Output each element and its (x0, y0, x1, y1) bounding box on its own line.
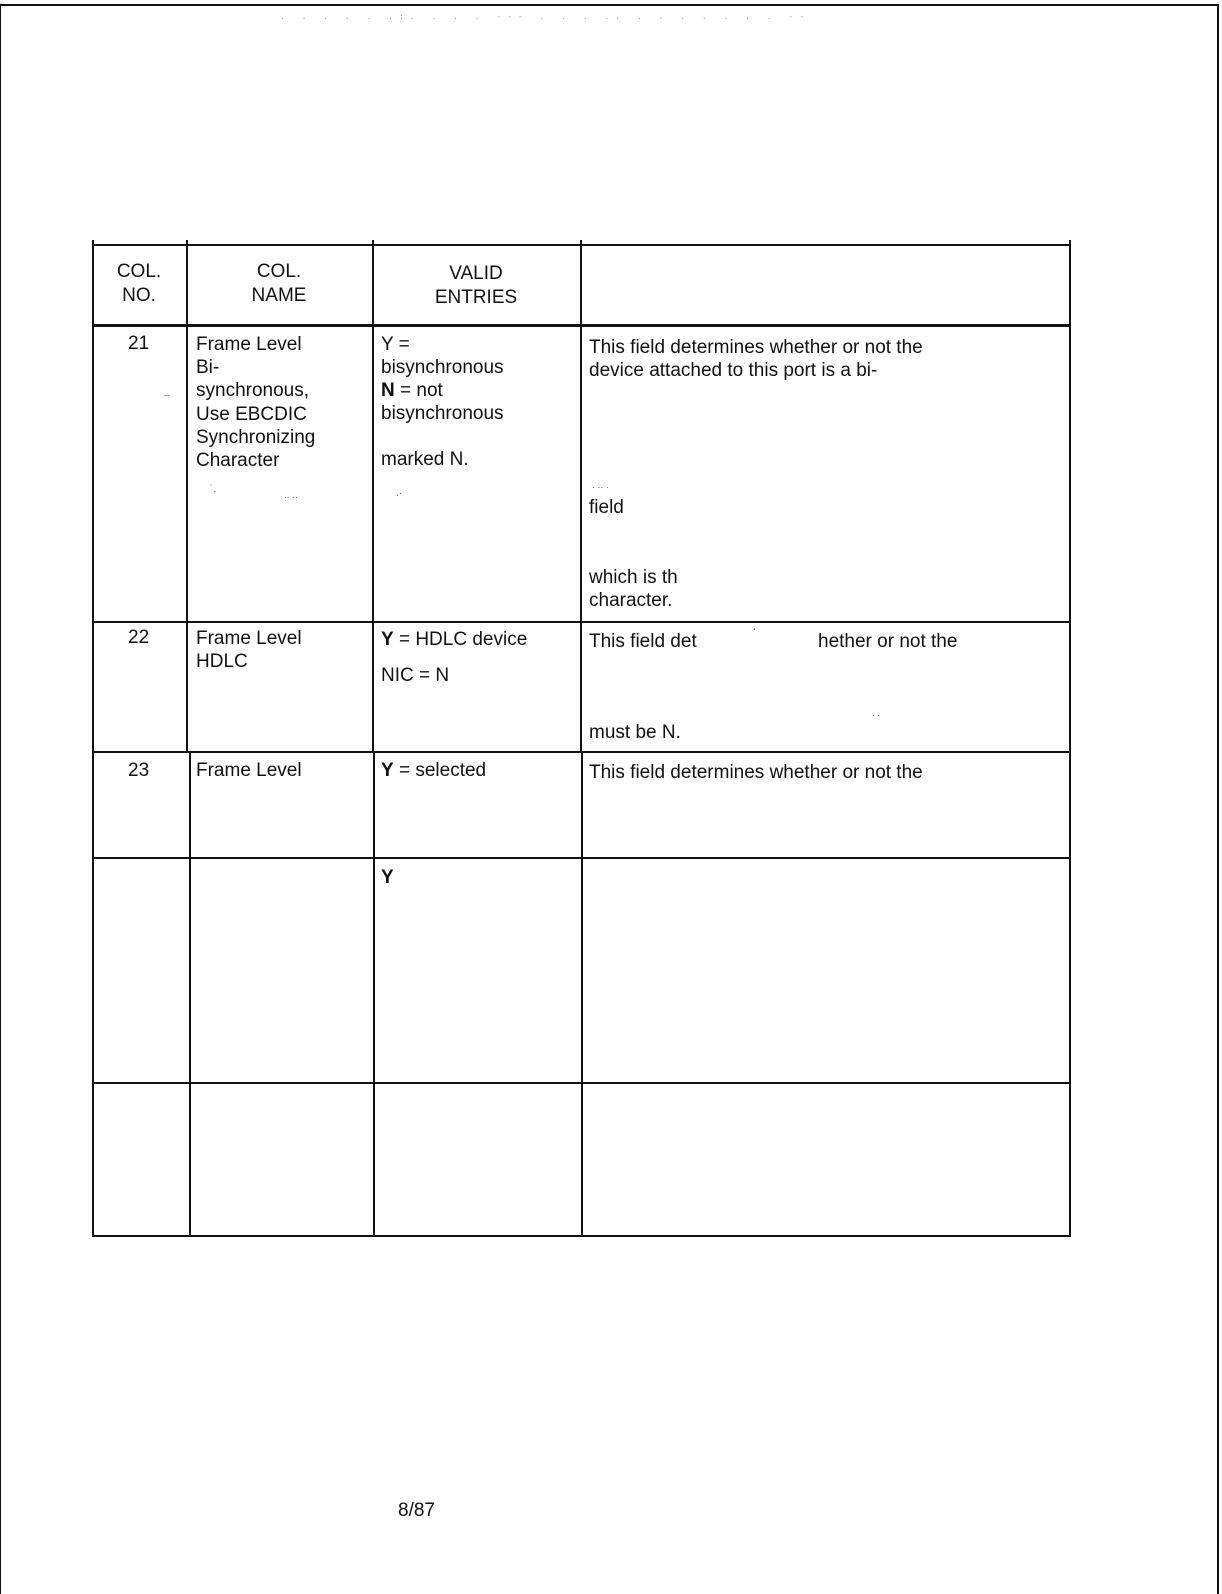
row-22-description-b: hether or not the (818, 631, 958, 652)
row-21-description-tail: which is th character. (589, 567, 678, 611)
scan-noise: . . . . . .:. . . . --- . . . .. . . . . . . . -- (280, 12, 811, 21)
row-21-description: This field determines whether or not the device attached to this port is a bi- (589, 337, 923, 381)
row-23-name: Frame Level (196, 760, 302, 781)
row-21-number: 21 (128, 333, 150, 354)
header-col-no: COL. NO. (116, 261, 162, 306)
row-22-description-tail: must be N. (589, 722, 681, 743)
row-23-entries: Y = selected (381, 760, 487, 781)
row-21-entries: Y = bisynchronous N = not bisynchronous marked N. (381, 334, 504, 470)
header-col-name: COL. NAME (251, 261, 307, 306)
header-valid-entries: VALID ENTRIES (434, 263, 518, 308)
column-spec-table: COL. NO. COL. NAME VALID ENTRIES 21 Frame Level Bi- synchronous, Use EBCDIC Synchronizing Character Y = bisynchronous N = not bisynchronous marked N. This field determines whether or not the device attached to this port is a bi- field which is th character. 22 Frame Level HDLC Y = HDLC device NIC = N This field det hether or not the must be N. 23 Frame Level Y = selected This field determines whether or not the Y – ˙. .. .. .· . .. . · . . (92, 240, 1070, 1237)
row-22-entries: Y = HDLC device NIC = N (381, 629, 528, 686)
row-22-name: Frame Level HDLC (196, 628, 302, 672)
row-23-number: 23 (128, 760, 150, 781)
page-footer-date: 8/87 (398, 1500, 435, 1521)
row-22-description-a: This field det (589, 631, 697, 652)
row-21-description-field: field (589, 497, 624, 518)
row-21-name: Frame Level Bi- synchronous, Use EBCDIC Synchronizing Character (196, 334, 316, 472)
row-23-description: This field determines whether or not the (589, 762, 923, 783)
row-24-entries: Y (381, 867, 394, 888)
row-22-number: 22 (128, 627, 150, 648)
